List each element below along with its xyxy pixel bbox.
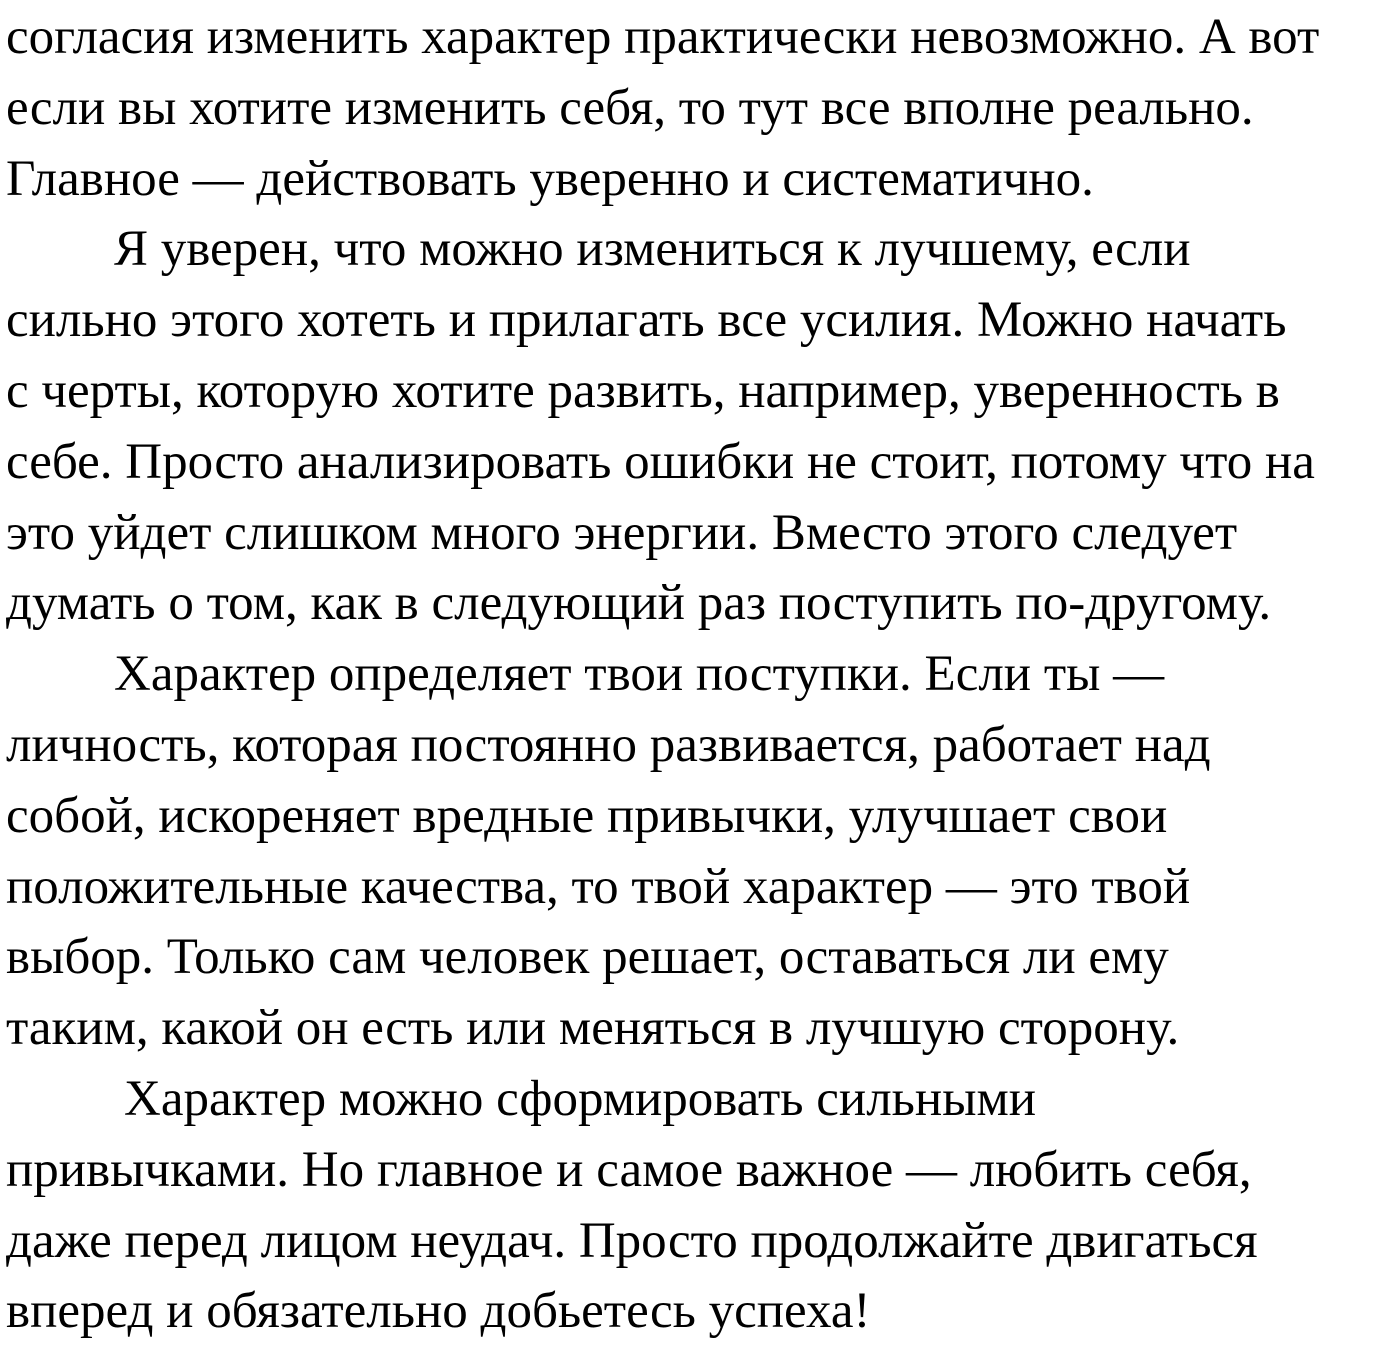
text-line: положительные качества, то твой характер — это твой xyxy=(6,858,1191,915)
text-line: Я уверен, что можно измениться к лучшему, если xyxy=(114,221,1191,278)
text-line: если вы хотите изменить себя, то тут все вполне реально. xyxy=(6,79,1254,136)
text-line: собой, искореняет вредные привычки, улучшает свои xyxy=(6,787,1168,844)
text-line: Главное — действовать уверенно и систематично. xyxy=(6,150,1094,207)
document-page xyxy=(6,0,1396,1346)
text-line: Характер определяет твои поступки. Если ты — xyxy=(114,646,1165,703)
text-line: выбор. Только сам человек решает, оставаться ли ему xyxy=(6,929,1169,986)
text-line: вперед и обязательно добьетесь успеха! xyxy=(6,1283,871,1340)
text-line: думать о том, как в следующий раз поступить по-другому. xyxy=(6,575,1272,632)
text-line: привычками. Но главное и самое важное — любить себя, xyxy=(6,1141,1252,1198)
text-line: согласия изменить характер практически невозможно. А вот xyxy=(6,9,1320,65)
text-line: себе. Просто анализировать ошибки не стоит, потому что на xyxy=(6,433,1315,490)
text-line: с черты, которую хотите развить, например, уверенность в xyxy=(6,363,1280,419)
text-line: таким, какой он есть или меняться в лучшую сторону. xyxy=(6,1000,1180,1057)
text-line: сильно этого хотеть и прилагать все усилия. Можно начать xyxy=(6,292,1287,349)
text-line: Характер можно сформировать сильными xyxy=(124,1071,1037,1127)
text-line: даже перед лицом неудач. Просто продолжайте двигаться xyxy=(6,1212,1258,1269)
text-line: личность, которая постоянно развивается, работает над xyxy=(6,717,1211,773)
text-line: это уйдет слишком много энергии. Вместо этого следует xyxy=(6,504,1238,561)
